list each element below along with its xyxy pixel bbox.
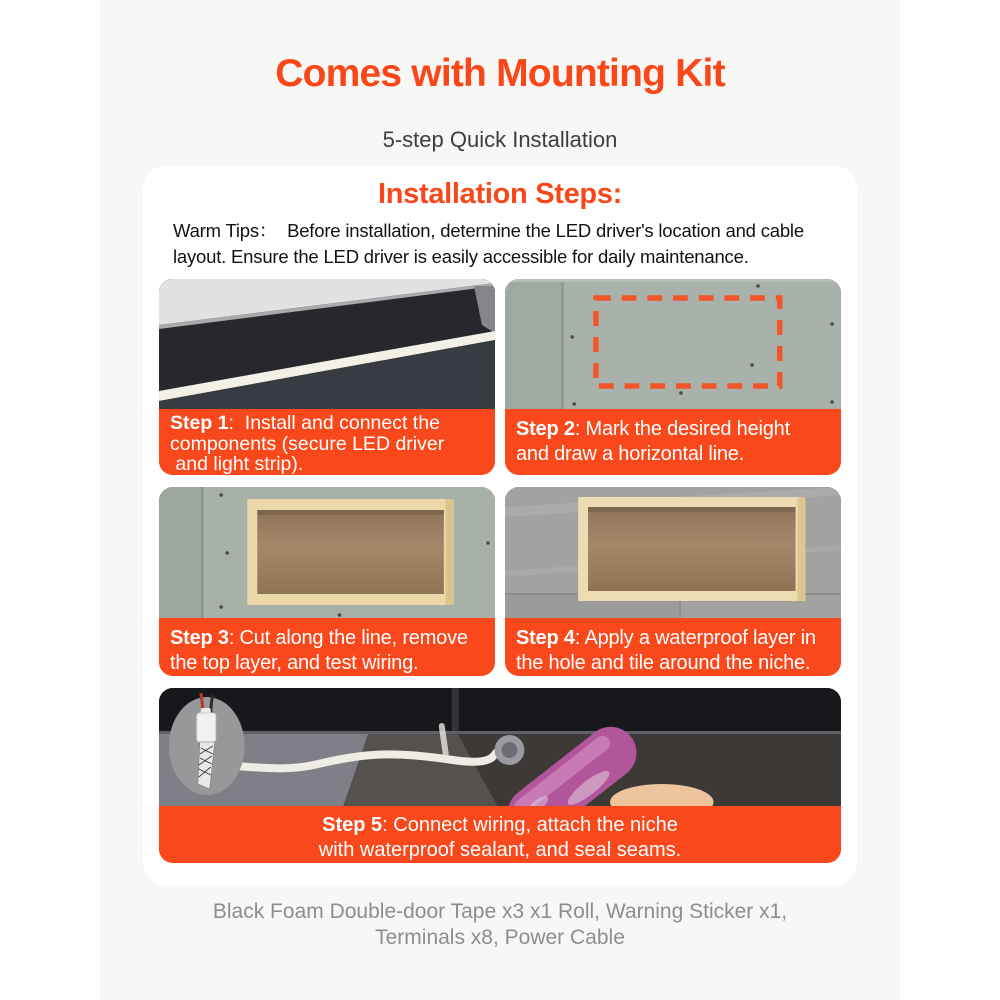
step-5-photo <box>159 688 841 806</box>
niche-dark-interior <box>159 688 841 733</box>
step-5-caption: Step 5: Connect wiring, attach the niche with waterproof sealant, and seal seams. <box>159 806 841 863</box>
warm-tips-line-1: Warm Tips： Before installation, determine the LED driver's location and cable <box>173 220 804 241</box>
tiled-niche-photo-illustration <box>505 487 841 618</box>
drywall-marking-photo-illustration <box>505 279 841 409</box>
white-connector <box>197 713 216 742</box>
included-items-line-1: Black Foam Double-door Tape x3 x1 Roll, Warning Sticker x1, <box>212 900 788 923</box>
step-3-caption: Step 3: Cut along the line, remove the top layer, and test wiring. <box>159 618 495 676</box>
step-1-photo <box>159 279 495 409</box>
step-1-block <box>159 279 495 475</box>
step-4-caption: Step 4: Apply a waterproof layer in the hole and tile around the niche. <box>505 618 841 676</box>
step-2-label: Step 2 <box>516 418 575 440</box>
drywall-cutout-photo-illustration <box>159 487 495 618</box>
step-1-label: Step 1 <box>170 412 229 434</box>
installation-steps-card <box>143 166 857 886</box>
sealant-photo-illustration <box>159 688 841 806</box>
niche-interior <box>257 510 444 594</box>
card-heading: Installation Steps: <box>377 178 623 210</box>
page-subtitle: 5-step Quick Installation <box>382 127 618 152</box>
step-4-photo <box>505 487 841 618</box>
included-items-note <box>100 899 900 951</box>
step-2-block <box>505 279 841 475</box>
step-3-block <box>159 487 495 676</box>
step-4-label: Step 4 <box>516 626 575 649</box>
step-5-block <box>159 688 841 863</box>
gray-stage-background <box>100 0 900 1000</box>
step-3-label: Step 3 <box>170 626 229 649</box>
step-1-caption: Step 1: Install and connect the components (secure LED driver and light strip). <box>159 409 495 475</box>
steps-grid <box>159 279 841 863</box>
led-strip-photo-illustration <box>159 279 495 409</box>
included-items-line-2: Terminals x8, Power Cable <box>375 926 625 949</box>
niche-interior <box>588 507 796 591</box>
step-3-photo <box>159 487 495 618</box>
step-5-label: Step 5 <box>322 813 383 836</box>
step-4-block <box>505 487 841 676</box>
page-title: Comes with Mounting Kit <box>275 52 725 95</box>
step-2-caption: Step 2: Mark the desired height and draw a horizontal line. <box>505 409 841 475</box>
step-2-photo <box>505 279 841 409</box>
warm-tips <box>173 218 857 269</box>
warm-tips-line-2: layout. Ensure the LED driver is easily accessible for daily maintenance. <box>173 245 749 267</box>
